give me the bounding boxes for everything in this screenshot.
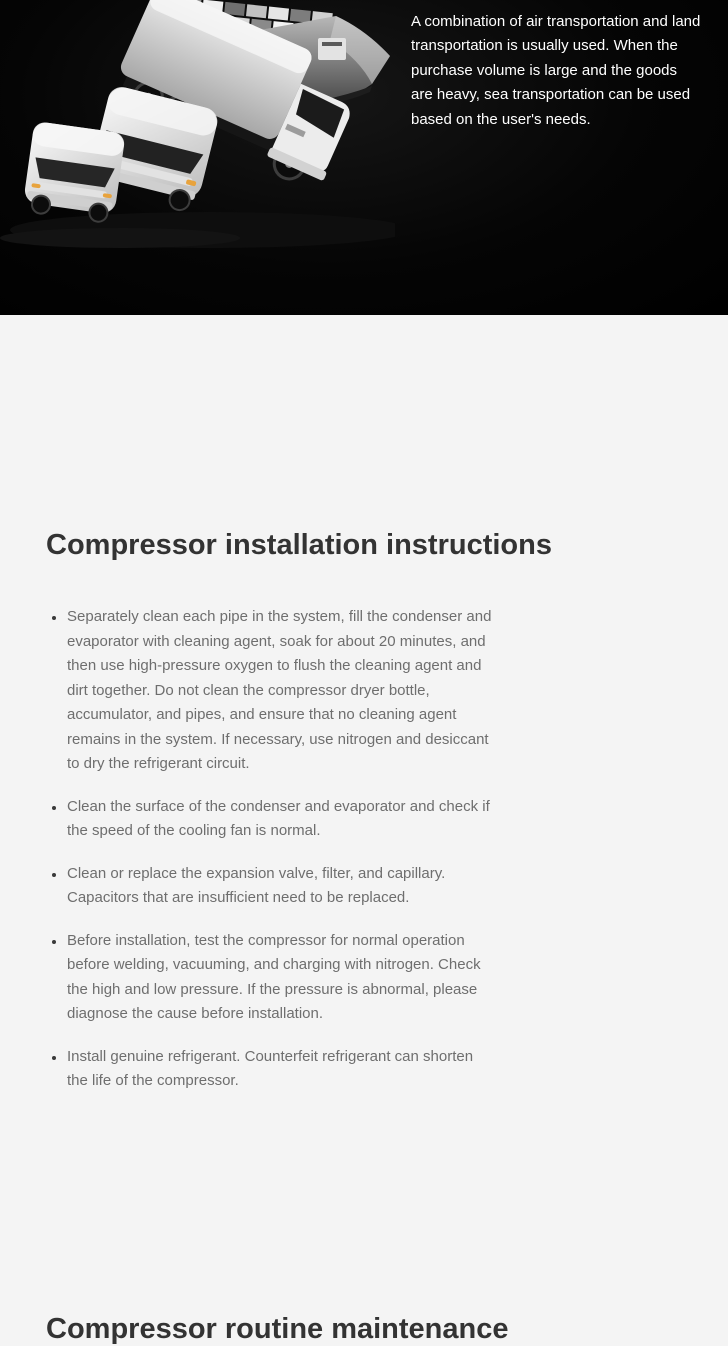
fleet-cargo-ship-image bbox=[0, 0, 395, 250]
hero-banner bbox=[0, 0, 728, 315]
bullet-item: • Clean the surface of the condenser and evaporator and check if the speed of the cooling fan is normal. bbox=[66, 795, 492, 844]
bullet-item: • Separately clean each pipe in the system, fill the condenser and evaporator with cleaning agent, soak for about 20 minutes, and then use high-pressure oxygen to flush the cleaning agent and dirt together. Do not clean the compressor dryer bottle, accumulator, and pipes, and ensure that no cleaning agent remains in the system. If necessary, use nitrogen and desiccant to dry the refrigerant circuit. bbox=[66, 605, 492, 777]
hero-caption: A combination of air transportation and land transportation is usually used. When the purchase volume is large and the goods are heavy, sea transportation can be used based on the user's needs. bbox=[411, 13, 701, 128]
floor-reflection bbox=[0, 212, 395, 248]
bullet-item: • Install genuine refrigerant. Counterfeit refrigerant can shorten the life of the compressor. bbox=[66, 1045, 492, 1094]
bullet-item: • Before installation, test the compressor for normal operation before welding, vacuuming, and charging with nitrogen. Check the high and low pressure. If the pressure is abnormal, please diagnose the cause before installation. bbox=[66, 929, 492, 1027]
installation-section-title: Compressor installation instructions bbox=[46, 529, 552, 561]
installation-bullet-list bbox=[46, 605, 492, 1094]
maintenance-section-title: Compressor routine maintenance bbox=[46, 1312, 509, 1345]
small-van-graphic bbox=[22, 121, 126, 224]
page-content bbox=[0, 315, 728, 1346]
bullet-item: • Clean or replace the expansion valve, filter, and capillary. Capacitors that are insufficient need to be replaced. bbox=[66, 862, 492, 911]
